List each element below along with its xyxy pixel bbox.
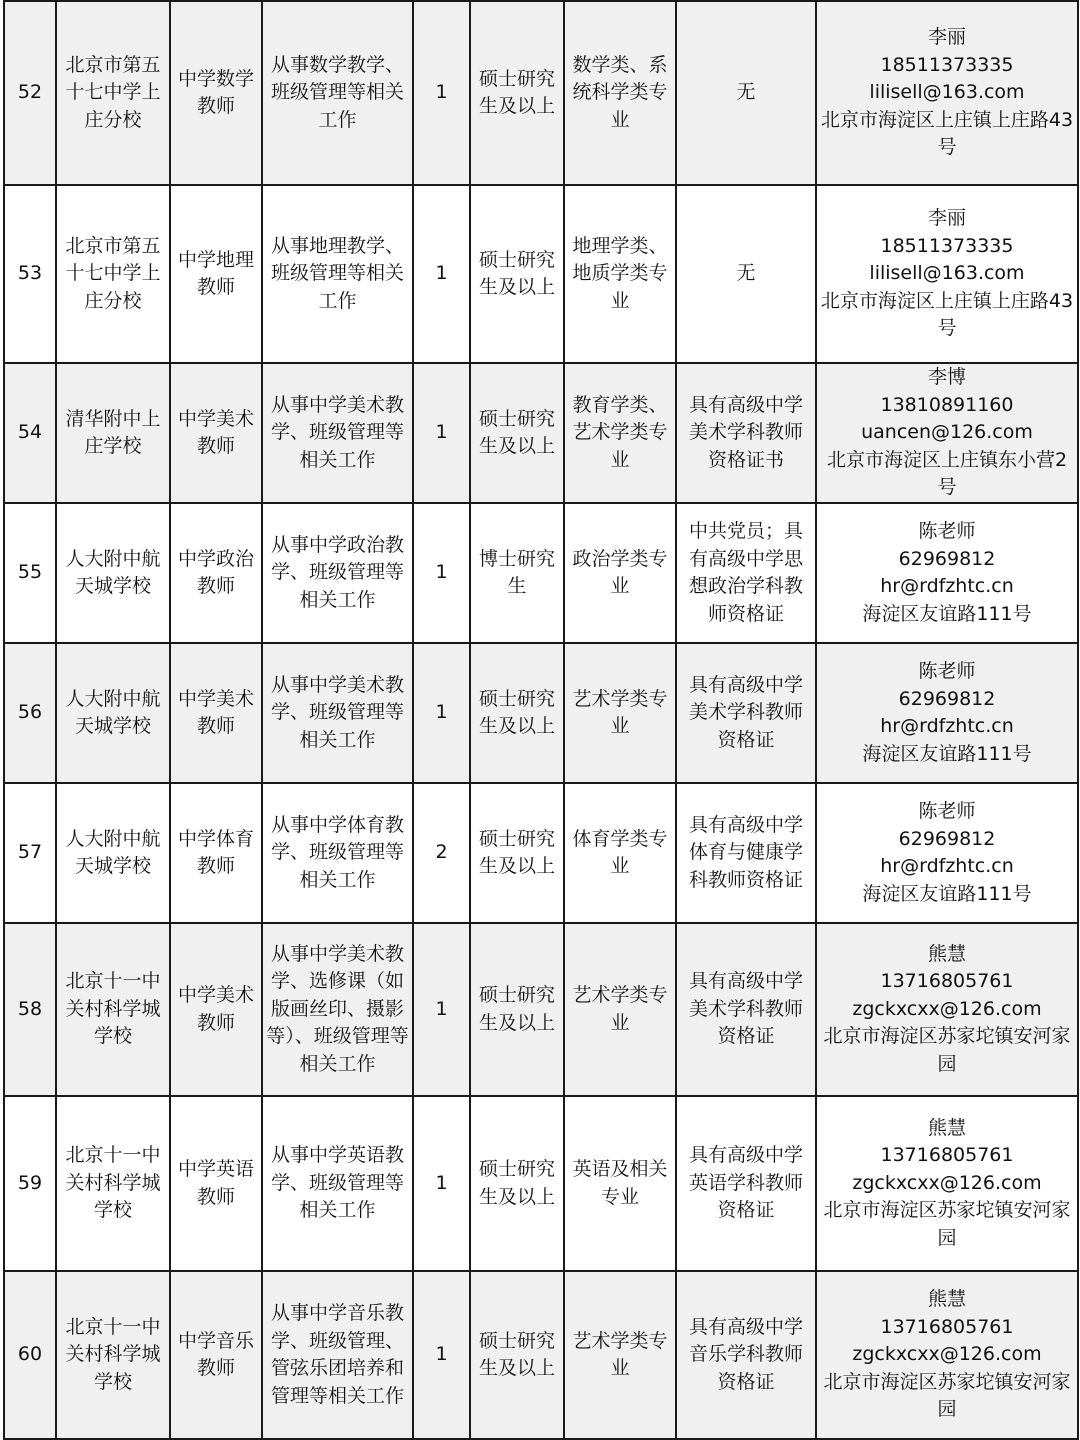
hiring-count: 1 <box>413 923 470 1096</box>
contact-phone: 13716805761 <box>880 1315 1014 1338</box>
contact-email: lilisell@163.com <box>869 81 1025 104</box>
other-requirement: 具有高级中学英语学科教师资格证 <box>676 1096 816 1271</box>
school-name: 北京市第五十七中学上庄分校 <box>56 1 170 185</box>
table-body <box>4 1 1078 1439</box>
contact-phone: 18511373335 <box>880 234 1014 257</box>
other-requirement: 无 <box>676 1 816 185</box>
contact-name: 熊慧 <box>927 942 966 965</box>
education-requirement: 硕士研究生及以上 <box>470 1271 564 1439</box>
contact-address: 北京市海淀区苏家坨镇安河家园 <box>823 1199 1071 1249</box>
position-name: 中学数学教师 <box>170 1 262 185</box>
school-name: 人大附中航天城学校 <box>56 783 170 923</box>
job-duty: 从事中学音乐教学、班级管理、管弦乐团培养和管理等相关工作 <box>262 1271 413 1439</box>
contact-email: zgckxcxx@126.com <box>852 1171 1042 1194</box>
row-number: 54 <box>4 363 56 503</box>
table-row <box>4 1096 1078 1271</box>
education-requirement: 硕士研究生及以上 <box>470 783 564 923</box>
hiring-count: 1 <box>413 1 470 185</box>
contact-name: 李博 <box>927 366 966 389</box>
contact-name: 陈老师 <box>918 520 976 542</box>
contact-phone: 18511373335 <box>880 53 1014 76</box>
contact-phone: 13810891160 <box>880 393 1014 416</box>
table-row <box>4 363 1078 503</box>
job-duty: 从事中学英语教学、班级管理等相关工作 <box>262 1096 413 1271</box>
hiring-count: 2 <box>413 783 470 923</box>
school-name: 北京十一中关村科学城学校 <box>56 1096 170 1271</box>
major-requirement: 英语及相关专业 <box>564 1096 676 1271</box>
school-name: 人大附中航天城学校 <box>56 503 170 643</box>
major-requirement: 教育学类、艺术学类专业 <box>564 363 676 503</box>
school-name: 清华附中上庄学校 <box>56 363 170 503</box>
other-requirement: 无 <box>676 185 816 363</box>
table-row <box>4 1 1078 185</box>
table-row <box>4 503 1078 643</box>
contact-name: 陈老师 <box>918 660 976 682</box>
other-requirement: 具有高级中学美术学科教师资格证 <box>676 923 816 1096</box>
school-name: 北京十一中关村科学城学校 <box>56 1271 170 1439</box>
contact-email: zgckxcxx@126.com <box>852 1343 1042 1366</box>
hiring-count: 1 <box>413 503 470 643</box>
contact-name: 陈老师 <box>918 800 976 822</box>
contact-address: 海淀区友谊路111号 <box>862 602 1032 625</box>
row-number: 52 <box>4 1 56 185</box>
contact-phone: 62969812 <box>898 687 996 710</box>
contact-email: hr@rdfzhtc.cn <box>880 575 1014 597</box>
other-requirement: 具有高级中学体育与健康学科教师资格证 <box>676 783 816 923</box>
job-duty: 从事中学美术教学、班级管理等相关工作 <box>262 643 413 783</box>
table-row <box>4 185 1078 363</box>
position-name: 中学英语教师 <box>170 1096 262 1271</box>
position-name: 中学体育教师 <box>170 783 262 923</box>
job-duty: 从事中学美术教学、选修课（如版画丝印、摄影等）、班级管理等相关工作 <box>262 923 413 1096</box>
contact-address: 海淀区友谊路111号 <box>862 882 1032 905</box>
contact-email: zgckxcxx@126.com <box>852 997 1042 1020</box>
education-requirement: 硕士研究生及以上 <box>470 1 564 185</box>
contact-name: 熊慧 <box>927 1116 966 1139</box>
contact-info <box>816 503 1078 643</box>
contact-info <box>816 1271 1078 1439</box>
contact-phone: 62969812 <box>898 547 996 570</box>
job-duty: 从事中学美术教学、班级管理等相关工作 <box>262 363 413 503</box>
contact-info <box>816 363 1078 503</box>
major-requirement: 地理学类、地质学类专业 <box>564 185 676 363</box>
row-number: 60 <box>4 1271 56 1439</box>
contact-address: 北京市海淀区苏家坨镇安河家园 <box>823 1025 1071 1075</box>
contact-address: 海淀区友谊路111号 <box>862 742 1032 765</box>
hiring-count: 1 <box>413 643 470 783</box>
job-duty: 从事中学体育教学、班级管理等相关工作 <box>262 783 413 923</box>
contact-address: 北京市海淀区上庄镇上庄路43号 <box>820 108 1074 159</box>
contact-email: uancen@126.com <box>861 421 1033 444</box>
table-row <box>4 923 1078 1096</box>
position-name: 中学美术教师 <box>170 363 262 503</box>
hiring-count: 1 <box>413 185 470 363</box>
contact-name: 李丽 <box>927 26 966 49</box>
other-requirement: 具有高级中学美术学科教师资格证书 <box>676 363 816 503</box>
table-row <box>4 1271 1078 1439</box>
position-name: 中学音乐教师 <box>170 1271 262 1439</box>
row-number: 59 <box>4 1096 56 1271</box>
contact-info <box>816 1096 1078 1271</box>
major-requirement: 政治学类专业 <box>564 503 676 643</box>
position-name: 中学美术教师 <box>170 643 262 783</box>
contact-phone: 13716805761 <box>880 1144 1014 1167</box>
contact-address: 北京市海淀区上庄镇东小营2号 <box>826 448 1068 499</box>
job-duty: 从事中学政治教学、班级管理等相关工作 <box>262 503 413 643</box>
row-number: 58 <box>4 923 56 1096</box>
hiring-count: 1 <box>413 1096 470 1271</box>
contact-email: lilisell@163.com <box>869 262 1025 285</box>
job-duty: 从事数学教学、班级管理等相关工作 <box>262 1 413 185</box>
row-number: 55 <box>4 503 56 643</box>
hiring-count: 1 <box>413 1271 470 1439</box>
major-requirement: 艺术学类专业 <box>564 1271 676 1439</box>
other-requirement: 具有高级中学音乐学科教师资格证 <box>676 1271 816 1439</box>
education-requirement: 硕士研究生及以上 <box>470 643 564 783</box>
contact-info <box>816 923 1078 1096</box>
major-requirement: 艺术学类专业 <box>564 643 676 783</box>
major-requirement: 数学类、系统科学类专业 <box>564 1 676 185</box>
table-row <box>4 643 1078 783</box>
contact-phone: 62969812 <box>898 827 996 850</box>
row-number: 56 <box>4 643 56 783</box>
contact-info <box>816 1 1078 185</box>
major-requirement: 体育学类专业 <box>564 783 676 923</box>
contact-email: hr@rdfzhtc.cn <box>880 855 1014 877</box>
job-duty: 从事地理教学、班级管理等相关工作 <box>262 185 413 363</box>
contact-email: hr@rdfzhtc.cn <box>880 715 1014 737</box>
school-name: 人大附中航天城学校 <box>56 643 170 783</box>
contact-name: 熊慧 <box>927 1288 966 1311</box>
education-requirement: 硕士研究生及以上 <box>470 1096 564 1271</box>
education-requirement: 硕士研究生及以上 <box>470 363 564 503</box>
position-name: 中学美术教师 <box>170 923 262 1096</box>
contact-address: 北京市海淀区上庄镇上庄路43号 <box>820 289 1074 340</box>
school-name: 北京十一中关村科学城学校 <box>56 923 170 1096</box>
recruitment-table <box>3 0 1079 1440</box>
table-row <box>4 783 1078 923</box>
contact-info <box>816 783 1078 923</box>
school-name: 北京市第五十七中学上庄分校 <box>56 185 170 363</box>
major-requirement: 艺术学类专业 <box>564 923 676 1096</box>
education-requirement: 硕士研究生及以上 <box>470 923 564 1096</box>
position-name: 中学政治教师 <box>170 503 262 643</box>
contact-address: 北京市海淀区苏家坨镇安河家园 <box>823 1370 1071 1421</box>
other-requirement: 具有高级中学美术学科教师资格证 <box>676 643 816 783</box>
contact-info <box>816 643 1078 783</box>
education-requirement: 硕士研究生及以上 <box>470 185 564 363</box>
row-number: 57 <box>4 783 56 923</box>
contact-info <box>816 185 1078 363</box>
other-requirement: 中共党员；具有高级中学思想政治学科教师资格证 <box>676 503 816 643</box>
row-number: 53 <box>4 185 56 363</box>
contact-phone: 13716805761 <box>880 970 1014 993</box>
education-requirement: 博士研究生 <box>470 503 564 643</box>
contact-name: 李丽 <box>927 207 966 230</box>
hiring-count: 1 <box>413 363 470 503</box>
position-name: 中学地理教师 <box>170 185 262 363</box>
